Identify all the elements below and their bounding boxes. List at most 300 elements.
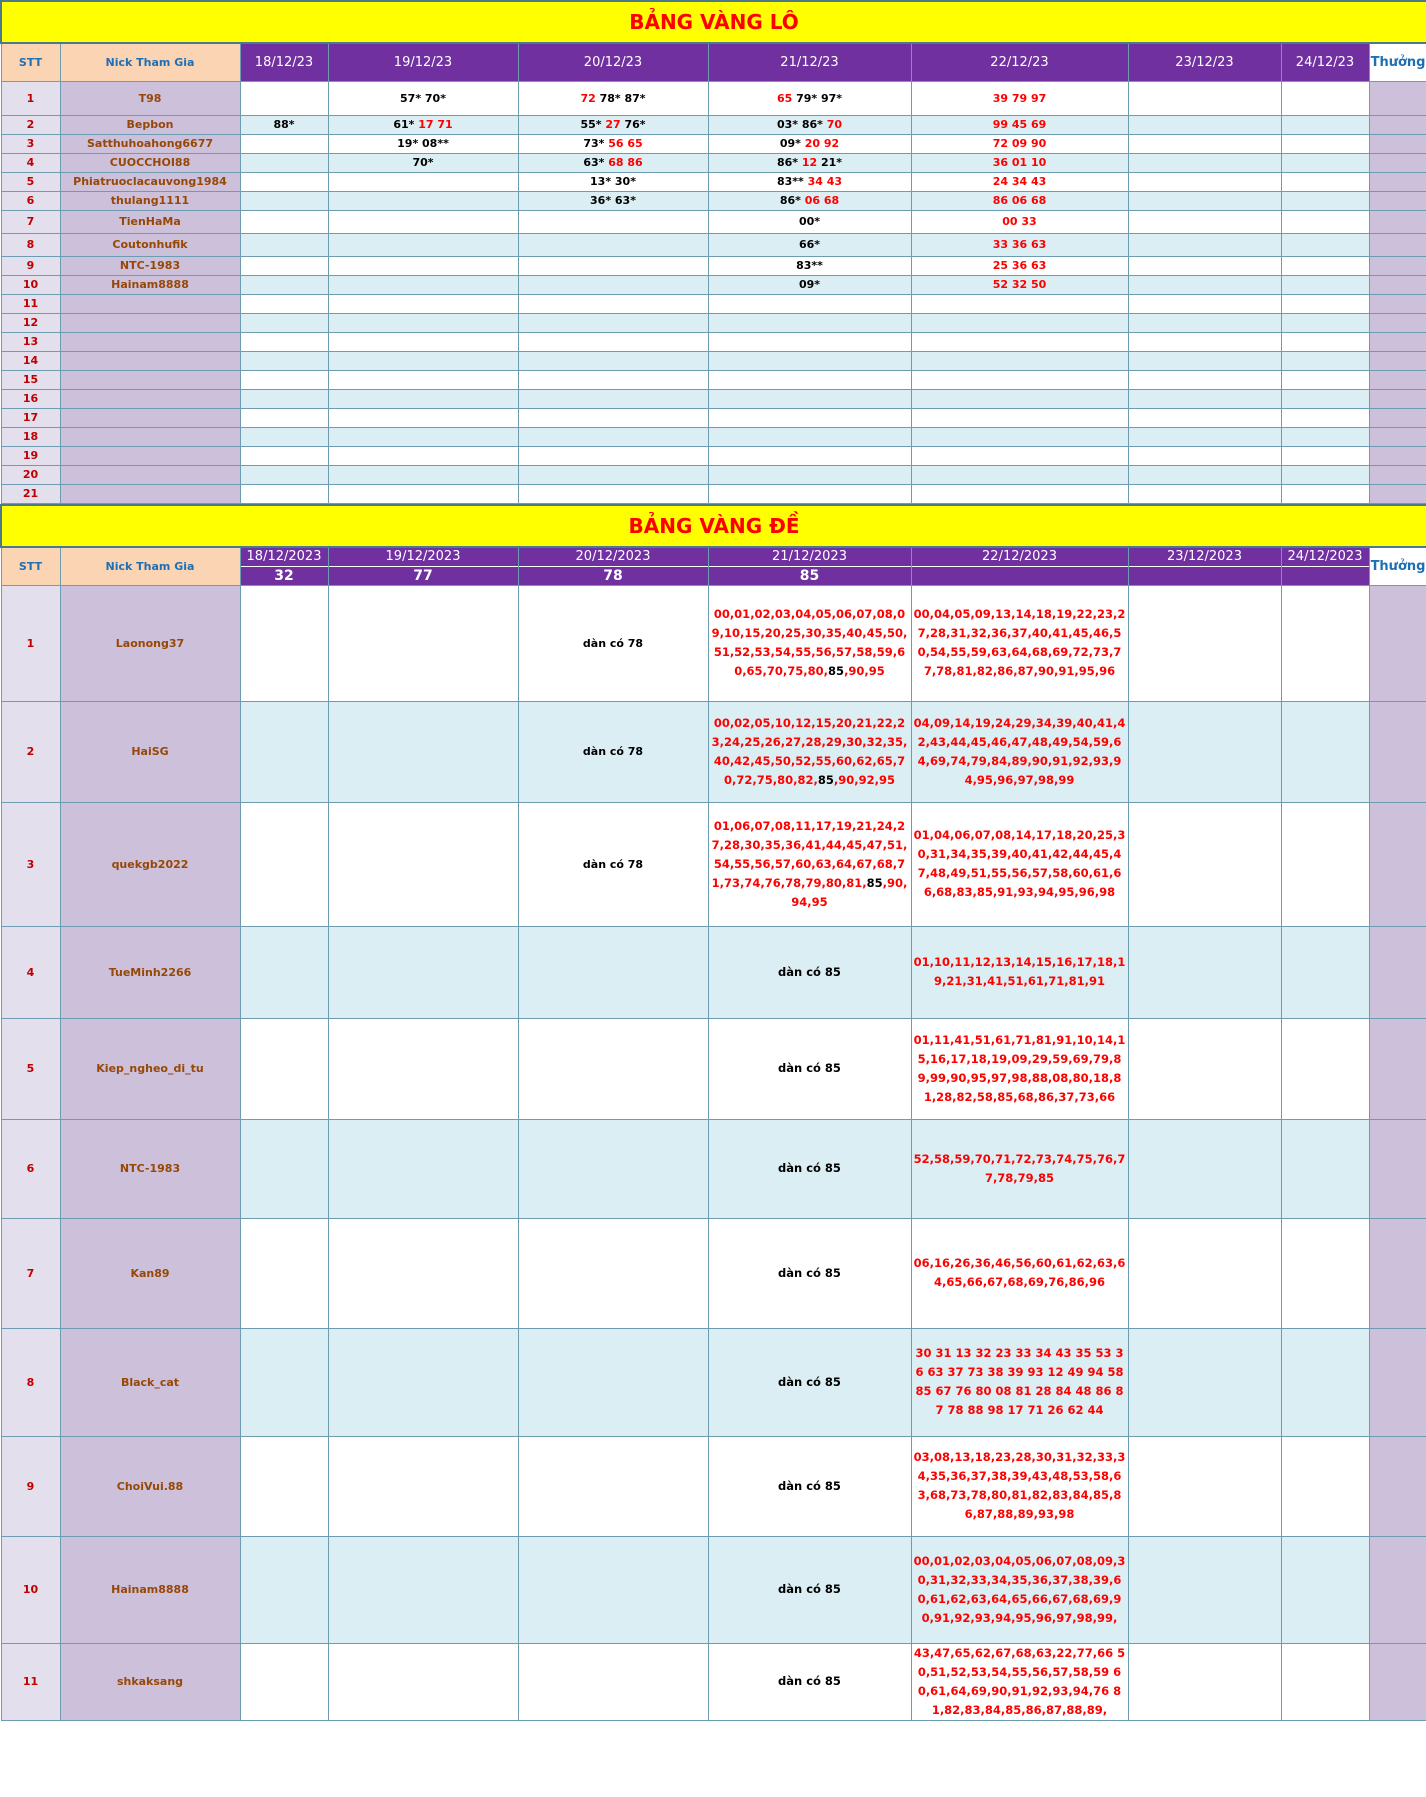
- lo-cell[interactable]: [240, 210, 328, 233]
- lo-cell[interactable]: [708, 408, 911, 427]
- cell-value: 27: [605, 118, 621, 131]
- reward-cell[interactable]: [1369, 191, 1426, 210]
- lo-cell[interactable]: [1128, 427, 1281, 446]
- de-cell-numbers[interactable]: [708, 1643, 911, 1720]
- de-cell[interactable]: [1281, 1643, 1369, 1720]
- lo-cell[interactable]: [911, 332, 1128, 351]
- cell-value: dàn có 85: [778, 1061, 841, 1075]
- reward-cell[interactable]: [1369, 115, 1426, 134]
- lo-cell[interactable]: [328, 275, 518, 294]
- lo-cell[interactable]: [240, 313, 328, 332]
- cell-value: 25 36 63: [992, 259, 1047, 272]
- reward-cell[interactable]: [1369, 701, 1426, 802]
- de-cell-numbers[interactable]: [708, 1328, 911, 1436]
- cell-value: 88*: [273, 118, 295, 131]
- de-cell-numbers[interactable]: 04,09,14,19,24,29,34,39,40,41,42,43,44,45,46,47,48,49,54,59,64,69,74,79,84,89,90,91,92,93,94,95,96,97,98,99: [911, 701, 1128, 802]
- lo-cell[interactable]: [1281, 484, 1369, 503]
- de-cell[interactable]: [240, 1218, 328, 1328]
- lo-cell[interactable]: [240, 389, 328, 408]
- lo-cell[interactable]: [328, 210, 518, 233]
- de-cell[interactable]: [1281, 585, 1369, 701]
- de-cell-numbers[interactable]: [708, 926, 911, 1018]
- reward-cell[interactable]: [1369, 1119, 1426, 1218]
- de-cell-numbers[interactable]: 00,04,05,09,13,14,18,19,22,23,27,28,31,32,36,37,40,41,45,46,50,54,55,59,63,64,68,69,72,73,77,78,81,82,86,87,90,91,95,96: [911, 585, 1128, 701]
- reward-cell[interactable]: [1369, 153, 1426, 172]
- lo-cell[interactable]: [240, 465, 328, 484]
- cell-value: dàn có 85: [778, 1161, 841, 1175]
- de-cell-numbers[interactable]: [708, 701, 911, 802]
- de-cell[interactable]: [1128, 802, 1281, 926]
- lo-cell[interactable]: [1128, 210, 1281, 233]
- de-result-1: 32: [240, 566, 328, 585]
- lo-cell[interactable]: [1281, 351, 1369, 370]
- cell-value: 72: [580, 91, 596, 105]
- lo-cell[interactable]: [911, 81, 1128, 115]
- reward-cell[interactable]: [1369, 408, 1426, 427]
- lo-cell[interactable]: [1281, 191, 1369, 210]
- lo-cell[interactable]: [518, 427, 708, 446]
- row-number: 11: [1, 294, 60, 313]
- lo-cell[interactable]: [1281, 370, 1369, 389]
- de-cell[interactable]: [1128, 1536, 1281, 1643]
- lo-cell[interactable]: [1128, 465, 1281, 484]
- lo-cell[interactable]: [518, 275, 708, 294]
- row-number: 21: [1, 484, 60, 503]
- nick-name: [60, 446, 240, 465]
- lo-cell[interactable]: [328, 256, 518, 275]
- de-cell[interactable]: [1128, 926, 1281, 1018]
- lo-cell[interactable]: [518, 256, 708, 275]
- de-cell[interactable]: [240, 926, 328, 1018]
- lo-cell[interactable]: [518, 484, 708, 503]
- lo-cell[interactable]: [1281, 332, 1369, 351]
- lo-cell[interactable]: [1128, 446, 1281, 465]
- cell-value: 70*: [412, 156, 434, 169]
- cell-value: dàn có 85: [778, 1582, 841, 1596]
- lo-cell[interactable]: [911, 408, 1128, 427]
- lo-cell[interactable]: [328, 465, 518, 484]
- de-cell[interactable]: [1281, 802, 1369, 926]
- de-cell[interactable]: dàn có 78: [518, 802, 708, 926]
- de-cell-numbers[interactable]: 01,04,06,07,08,14,17,18,20,25,30,31,34,35,39,40,41,42,44,45,47,48,49,51,55,56,57,58,60,61,66,68,83,85,91,93,94,95,96,98: [911, 802, 1128, 926]
- lo-cell[interactable]: [240, 484, 328, 503]
- lo-cell[interactable]: [1128, 332, 1281, 351]
- lo-cell[interactable]: [1128, 256, 1281, 275]
- lo-cell[interactable]: [240, 275, 328, 294]
- cell-value: 09*: [779, 137, 805, 150]
- lo-cell[interactable]: [708, 275, 911, 294]
- lo-cell[interactable]: [518, 191, 708, 210]
- lo-header-date-4: 21/12/23: [708, 43, 911, 81]
- cell-value: 09*: [798, 278, 821, 291]
- de-cell[interactable]: [240, 585, 328, 701]
- de-cell-numbers[interactable]: 00,01,02,03,04,05,06,07,08,09,30,31,32,33,34,35,36,37,38,39,60,61,62,63,64,65,66,67,68,69,90,91,92,93,94,95,96,97,98,99,: [911, 1536, 1128, 1643]
- de-cell[interactable]: [328, 802, 518, 926]
- de-cell[interactable]: [240, 1436, 328, 1536]
- de-cell[interactable]: [328, 1536, 518, 1643]
- lo-cell[interactable]: [1281, 313, 1369, 332]
- de-cell-numbers[interactable]: 01,10,11,12,13,14,15,16,17,18,19,21,31,41,51,61,71,81,91: [911, 926, 1128, 1018]
- de-cell[interactable]: dàn có 78: [518, 701, 708, 802]
- de-cell[interactable]: [240, 701, 328, 802]
- lo-cell[interactable]: [911, 484, 1128, 503]
- de-cell-numbers[interactable]: 43,47,65,62,67,68,63,22,77,66 50,51,52,53,54,55,56,57,58,59 60,61,64,69,90,91,92,93,94,76 81,82,83,84,85,86,87,88,89,: [911, 1643, 1128, 1720]
- lo-cell[interactable]: [328, 115, 518, 134]
- cell-value: 01,06,07,08,11,17,19,21,24,27,28,30,35,36,41,44,45,47,51,54,55,56,57,60,63,64,67,68,71,73,74,76,78,79,80,81,: [711, 818, 908, 890]
- lo-cell[interactable]: [1128, 294, 1281, 313]
- de-cell[interactable]: [518, 1018, 708, 1119]
- lo-cell[interactable]: [240, 256, 328, 275]
- lo-cell[interactable]: [518, 332, 708, 351]
- lo-cell[interactable]: [328, 427, 518, 446]
- lo-cell[interactable]: [911, 191, 1128, 210]
- de-cell[interactable]: [328, 1328, 518, 1436]
- lo-cell[interactable]: [708, 81, 911, 115]
- reward-cell[interactable]: [1369, 332, 1426, 351]
- lo-cell[interactable]: [1281, 256, 1369, 275]
- lo-cell[interactable]: [518, 313, 708, 332]
- lo-cell[interactable]: [1128, 191, 1281, 210]
- reward-cell[interactable]: [1369, 926, 1426, 1018]
- lo-cell[interactable]: [240, 370, 328, 389]
- lo-cell[interactable]: [328, 134, 518, 153]
- lo-cell[interactable]: [1281, 115, 1369, 134]
- lo-cell[interactable]: [1281, 465, 1369, 484]
- lo-cell[interactable]: [518, 153, 708, 172]
- de-cell[interactable]: [1128, 701, 1281, 802]
- de-cell-numbers[interactable]: [708, 802, 911, 926]
- reward-cell[interactable]: [1369, 1018, 1426, 1119]
- lo-cell[interactable]: [911, 256, 1128, 275]
- lo-cell[interactable]: [1281, 427, 1369, 446]
- lo-cell[interactable]: [328, 446, 518, 465]
- de-row: [1, 1018, 1426, 1119]
- lo-cell[interactable]: [518, 351, 708, 370]
- lo-cell[interactable]: [911, 210, 1128, 233]
- lo-cell[interactable]: [1128, 484, 1281, 503]
- lo-cell[interactable]: [328, 389, 518, 408]
- lo-cell[interactable]: [1128, 370, 1281, 389]
- de-cell[interactable]: [1281, 1018, 1369, 1119]
- de-cell[interactable]: [328, 1218, 518, 1328]
- lo-cell[interactable]: [518, 233, 708, 256]
- reward-cell[interactable]: [1369, 1536, 1426, 1643]
- reward-cell[interactable]: [1369, 585, 1426, 701]
- de-cell[interactable]: [240, 1328, 328, 1436]
- de-cell-numbers[interactable]: 01,11,41,51,61,71,81,91,10,14,15,16,17,18,19,09,29,59,69,79,89,99,90,95,97,98,88,08,80,18,81,28,82,58,85,68,86,37,73,66: [911, 1018, 1128, 1119]
- de-cell[interactable]: [328, 926, 518, 1018]
- lo-cell[interactable]: [518, 115, 708, 134]
- lo-cell[interactable]: [240, 115, 328, 134]
- lo-cell[interactable]: [518, 172, 708, 191]
- lo-cell[interactable]: [911, 294, 1128, 313]
- lo-cell[interactable]: [1281, 275, 1369, 294]
- de-cell-numbers[interactable]: 03,08,13,18,23,28,30,31,32,33,34,35,36,37,38,39,43,48,53,58,63,68,73,78,80,81,82,83,84,85,86,87,88,89,93,98: [911, 1436, 1128, 1536]
- lo-cell[interactable]: [708, 115, 911, 134]
- lo-cell[interactable]: [328, 408, 518, 427]
- lo-cell[interactable]: [328, 370, 518, 389]
- lo-cell[interactable]: [518, 370, 708, 389]
- lo-cell[interactable]: [708, 389, 911, 408]
- de-cell[interactable]: [1128, 1436, 1281, 1536]
- lo-cell[interactable]: [708, 427, 911, 446]
- de-cell[interactable]: [518, 1643, 708, 1720]
- lo-cell[interactable]: [911, 446, 1128, 465]
- lo-cell[interactable]: [328, 351, 518, 370]
- lo-header-thuong: Thưởng: [1369, 43, 1426, 81]
- lo-cell[interactable]: [1281, 210, 1369, 233]
- de-cell[interactable]: [1281, 1328, 1369, 1436]
- nick-name: T98: [60, 81, 240, 115]
- lo-cell[interactable]: [518, 408, 708, 427]
- lo-cell[interactable]: [240, 427, 328, 446]
- lo-cell[interactable]: [911, 427, 1128, 446]
- reward-cell[interactable]: [1369, 351, 1426, 370]
- lo-cell[interactable]: [518, 294, 708, 313]
- lo-cell[interactable]: [518, 389, 708, 408]
- lo-cell[interactable]: [708, 233, 911, 256]
- nick-name: [60, 370, 240, 389]
- de-header-stt: STT: [1, 547, 60, 586]
- reward-cell[interactable]: [1369, 484, 1426, 503]
- lo-cell[interactable]: [518, 446, 708, 465]
- de-cell-numbers[interactable]: [708, 1119, 911, 1218]
- lo-cell[interactable]: [911, 153, 1128, 172]
- reward-cell[interactable]: [1369, 313, 1426, 332]
- lo-cell[interactable]: [1281, 153, 1369, 172]
- lo-cell[interactable]: [1281, 294, 1369, 313]
- lo-cell[interactable]: [1128, 351, 1281, 370]
- lo-cell[interactable]: [911, 275, 1128, 294]
- lo-header-date-2: 19/12/23: [328, 43, 518, 81]
- de-cell[interactable]: [1128, 585, 1281, 701]
- de-cell[interactable]: [1281, 926, 1369, 1018]
- reward-cell[interactable]: [1369, 427, 1426, 446]
- lo-cell[interactable]: [1281, 172, 1369, 191]
- de-cell-numbers[interactable]: [708, 1018, 911, 1119]
- lo-cell[interactable]: [328, 332, 518, 351]
- reward-cell[interactable]: [1369, 1218, 1426, 1328]
- de-cell-numbers[interactable]: [708, 1218, 911, 1328]
- lo-cell[interactable]: [911, 465, 1128, 484]
- de-cell-numbers[interactable]: [708, 1436, 911, 1536]
- lo-cell[interactable]: [1128, 172, 1281, 191]
- reward-cell[interactable]: [1369, 275, 1426, 294]
- row-number: 10: [1, 275, 60, 294]
- cell-value: dàn có 85: [778, 1674, 841, 1688]
- lo-cell[interactable]: [708, 446, 911, 465]
- de-cell[interactable]: [1281, 701, 1369, 802]
- lo-cell[interactable]: [911, 115, 1128, 134]
- de-cell[interactable]: [328, 1119, 518, 1218]
- de-cell[interactable]: [240, 1018, 328, 1119]
- de-cell[interactable]: [240, 802, 328, 926]
- lo-cell[interactable]: [240, 134, 328, 153]
- lo-cell[interactable]: [240, 332, 328, 351]
- de-cell[interactable]: [1128, 1218, 1281, 1328]
- lo-cell[interactable]: [708, 465, 911, 484]
- reward-cell[interactable]: [1369, 446, 1426, 465]
- lo-cell[interactable]: [328, 294, 518, 313]
- nick-name: Kan89: [60, 1218, 240, 1328]
- de-cell[interactable]: [328, 1436, 518, 1536]
- lo-cell[interactable]: [911, 134, 1128, 153]
- de-cell[interactable]: [518, 1218, 708, 1328]
- lo-cell[interactable]: [1128, 275, 1281, 294]
- de-cell[interactable]: [1281, 1436, 1369, 1536]
- cell-value: 70: [826, 118, 843, 131]
- lo-cell[interactable]: [708, 153, 911, 172]
- lo-cell[interactable]: [1281, 446, 1369, 465]
- lo-cell[interactable]: [518, 465, 708, 484]
- lo-cell[interactable]: [328, 81, 518, 115]
- lo-cell[interactable]: [328, 153, 518, 172]
- lo-cell[interactable]: [240, 294, 328, 313]
- lo-cell[interactable]: [708, 256, 911, 275]
- de-cell[interactable]: [328, 585, 518, 701]
- bang-vang-lo-table: [0, 0, 1426, 504]
- de-cell[interactable]: [518, 1436, 708, 1536]
- reward-cell[interactable]: [1369, 172, 1426, 191]
- de-cell-numbers[interactable]: [708, 1536, 911, 1643]
- de-cell-numbers[interactable]: 06,16,26,36,46,56,60,61,62,63,64,65,66,67,68,69,76,86,96: [911, 1218, 1128, 1328]
- de-cell-numbers[interactable]: 52,58,59,70,71,72,73,74,75,76,77,78,79,85: [911, 1119, 1128, 1218]
- row-number: 7: [1, 1218, 60, 1328]
- reward-cell[interactable]: [1369, 210, 1426, 233]
- lo-cell[interactable]: [1281, 134, 1369, 153]
- lo-cell[interactable]: [240, 233, 328, 256]
- nick-name: [60, 484, 240, 503]
- de-cell[interactable]: [1281, 1119, 1369, 1218]
- lo-cell[interactable]: [708, 313, 911, 332]
- lo-cell[interactable]: [240, 153, 328, 172]
- lo-cell[interactable]: [1281, 408, 1369, 427]
- lo-cell[interactable]: [1128, 115, 1281, 134]
- de-cell[interactable]: [1128, 1328, 1281, 1436]
- de-result-6: [1128, 566, 1281, 585]
- de-cell[interactable]: [1128, 1119, 1281, 1218]
- reward-cell[interactable]: [1369, 81, 1426, 115]
- lo-cell[interactable]: [1128, 134, 1281, 153]
- lo-cell[interactable]: [911, 370, 1128, 389]
- reward-cell[interactable]: [1369, 1328, 1426, 1436]
- reward-cell[interactable]: [1369, 256, 1426, 275]
- lo-cell[interactable]: [240, 351, 328, 370]
- lo-cell[interactable]: [1128, 313, 1281, 332]
- de-cell[interactable]: [1128, 1643, 1281, 1720]
- lo-cell[interactable]: [328, 484, 518, 503]
- de-cell[interactable]: [1128, 1018, 1281, 1119]
- de-header-date-5: 22/12/2023: [911, 547, 1128, 567]
- reward-cell[interactable]: [1369, 465, 1426, 484]
- lo-cell[interactable]: [708, 351, 911, 370]
- lo-cell[interactable]: [240, 408, 328, 427]
- lo-cell[interactable]: [708, 332, 911, 351]
- lo-cell[interactable]: [708, 370, 911, 389]
- lo-cell[interactable]: [708, 294, 911, 313]
- de-cell[interactable]: [1281, 1536, 1369, 1643]
- lo-cell[interactable]: [518, 134, 708, 153]
- lo-row: [1, 210, 1426, 233]
- nick-name: TueMinh2266: [60, 926, 240, 1018]
- lo-cell[interactable]: [240, 81, 328, 115]
- lo-cell[interactable]: [708, 484, 911, 503]
- de-cell[interactable]: [518, 1119, 708, 1218]
- lo-cell[interactable]: [328, 191, 518, 210]
- lo-cell[interactable]: [911, 313, 1128, 332]
- reward-cell[interactable]: [1369, 1436, 1426, 1536]
- lo-cell[interactable]: [1128, 389, 1281, 408]
- nick-name: NTC-1983: [60, 256, 240, 275]
- de-cell[interactable]: dàn có 78: [518, 585, 708, 701]
- de-cell[interactable]: [240, 1536, 328, 1643]
- lo-cell[interactable]: [518, 210, 708, 233]
- lo-cell[interactable]: [328, 313, 518, 332]
- lo-cell[interactable]: [911, 233, 1128, 256]
- de-cell[interactable]: [240, 1643, 328, 1720]
- de-cell[interactable]: [518, 1328, 708, 1436]
- de-row: [1, 701, 1426, 802]
- lo-cell[interactable]: [328, 233, 518, 256]
- nick-name: [60, 294, 240, 313]
- reward-cell[interactable]: [1369, 389, 1426, 408]
- lo-cell[interactable]: [708, 210, 911, 233]
- reward-cell[interactable]: [1369, 370, 1426, 389]
- lo-cell[interactable]: [1128, 153, 1281, 172]
- de-cell[interactable]: [240, 1119, 328, 1218]
- reward-cell[interactable]: [1369, 134, 1426, 153]
- nick-name: Laonong37: [60, 585, 240, 701]
- lo-cell[interactable]: [518, 81, 708, 115]
- lo-cell[interactable]: [911, 172, 1128, 191]
- row-number: 3: [1, 134, 60, 153]
- lo-cell[interactable]: [328, 172, 518, 191]
- lo-cell[interactable]: [1128, 81, 1281, 115]
- de-cell[interactable]: [328, 1018, 518, 1119]
- reward-cell[interactable]: [1369, 233, 1426, 256]
- lo-cell[interactable]: [1281, 389, 1369, 408]
- reward-cell[interactable]: [1369, 1643, 1426, 1720]
- cell-value: 19* 08**: [397, 137, 449, 150]
- lo-cell[interactable]: [1128, 233, 1281, 256]
- nick-name: ChoiVui.88: [60, 1436, 240, 1536]
- de-cell[interactable]: [328, 701, 518, 802]
- cell-value: 52 32 50: [992, 278, 1047, 291]
- lo-cell[interactable]: [911, 389, 1128, 408]
- de-row: [1, 926, 1426, 1018]
- lo-cell[interactable]: [708, 191, 911, 210]
- de-cell-numbers[interactable]: [708, 585, 911, 701]
- de-cell[interactable]: [1281, 1218, 1369, 1328]
- lo-row: [1, 313, 1426, 332]
- lo-cell[interactable]: [911, 351, 1128, 370]
- lo-cell[interactable]: [1281, 81, 1369, 115]
- lo-cell[interactable]: [708, 134, 911, 153]
- lo-cell[interactable]: [1281, 233, 1369, 256]
- de-cell[interactable]: [518, 926, 708, 1018]
- de-cell-numbers[interactable]: 30 31 13 32 23 33 34 43 35 53 36 63 37 73 38 39 93 12 49 94 58 85 67 76 80 08 81 28 84 48 86 87 78 88 98 17 71 26 62 44: [911, 1328, 1128, 1436]
- lo-cell[interactable]: [708, 172, 911, 191]
- de-cell[interactable]: [328, 1643, 518, 1720]
- reward-cell[interactable]: [1369, 802, 1426, 926]
- reward-cell[interactable]: [1369, 294, 1426, 313]
- lo-cell[interactable]: [1128, 408, 1281, 427]
- lo-cell[interactable]: [240, 191, 328, 210]
- nick-name: [60, 351, 240, 370]
- de-cell[interactable]: [518, 1536, 708, 1643]
- lo-cell[interactable]: [240, 446, 328, 465]
- lo-cell[interactable]: [240, 172, 328, 191]
